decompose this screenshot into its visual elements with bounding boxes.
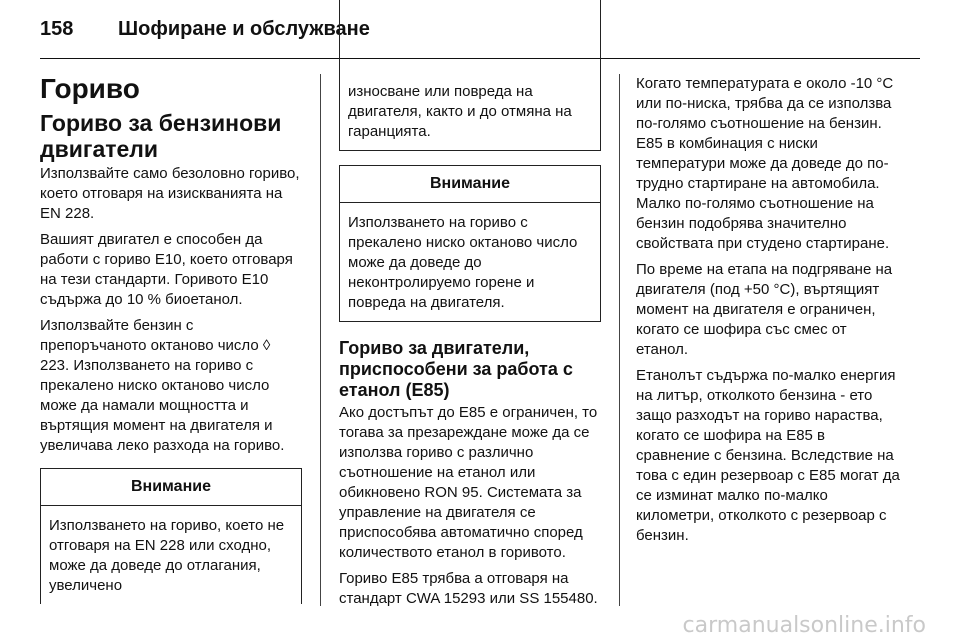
paragraph: Вашият двигател е способен да работи с гориво E10, което отговаря на тези стандарти. Горивото E10 съдържа до 10 % биоетанол. [40, 231, 293, 308]
paragraph: По време на етапа на подгряване на двигателя (под +50 °C), въртящият момент на двигателя е ограничен, когато се шофира със смес от етанол. [636, 261, 893, 358]
caution-box-continued [339, 0, 601, 151]
caution-text-continued: износване или повреда на двигателя, както и до отмяна на гаранцията. [348, 83, 572, 140]
paragraph: Използвайте само безоловно гориво, което отговаря на изискванията на EN 228. [40, 165, 300, 222]
paragraph: Използвайте бензин с препоръчаното октаново число ◊ 223. Използването на гориво с прекалено ниско октаново число може да намали мощността и въртящия момент на двигателя и увеличава леко разхода на гориво. [40, 317, 285, 454]
caution-box [40, 468, 302, 604]
column-right [636, 74, 902, 552]
caution-text: Използването на гориво, което не отговаря на EN 228 или сходно, може да доведе до отлагания, увеличено [49, 517, 285, 594]
column-middle [339, 74, 601, 615]
caution-title: Внимание [340, 166, 600, 203]
chapter-title: Шофиране и обслужване [118, 18, 370, 40]
subsection-title-ethanol: Гориво за двигатели, приспособени за работа с етанол (E85) [339, 338, 573, 400]
paragraph: Когато температурата е около -10 °C или по-ниска, трябва да се използва по-голямо съотношение на бензин. E85 в комбинация с ниски температури може да доведе до по-трудно стартиране на автомобила. Малко по-голямо съотношение на бензин подобрява значително свойствата при студено стартиране. [636, 75, 894, 252]
paragraph: Ако достъпът до E85 е ограничен, то тогава за презареждане може да се използва гориво с различно съотношение на етанол или обикновено RON 95. Системата за управление на двигателя се приспособява автоматично според количеството етанол в горивото. [339, 404, 598, 561]
subsection-title-petrol: Гориво за бензинови двигатели [40, 110, 282, 162]
watermark: carmanualsonline.info [682, 613, 926, 638]
paragraph: Гориво E85 трябва а отговаря на стандарт CWA 15293 или SS 155480. [339, 570, 598, 607]
page-number: 158 [40, 18, 74, 40]
column-divider [320, 74, 321, 606]
paragraph: Етанолът съдържа по-малко енергия на литър, отколкото бензина - ето защо разходът на гориво нараства, когато се шофира на E85 в сравнение с бензина. Вследствие на това с един резервоар с E85 могат да се изминат малко по-малко километри, отколкото с резервоар с бензин. [636, 367, 900, 544]
column-divider [619, 74, 620, 606]
caution-text: Използването на гориво с прекалено ниско октаново число може да доведе до неконтролируемо горене и повреда на двигателя. [348, 214, 578, 311]
column-left [40, 74, 302, 604]
caution-box-octane [339, 165, 601, 322]
caution-title: Внимание [41, 469, 301, 506]
section-title: Гориво [40, 73, 140, 104]
